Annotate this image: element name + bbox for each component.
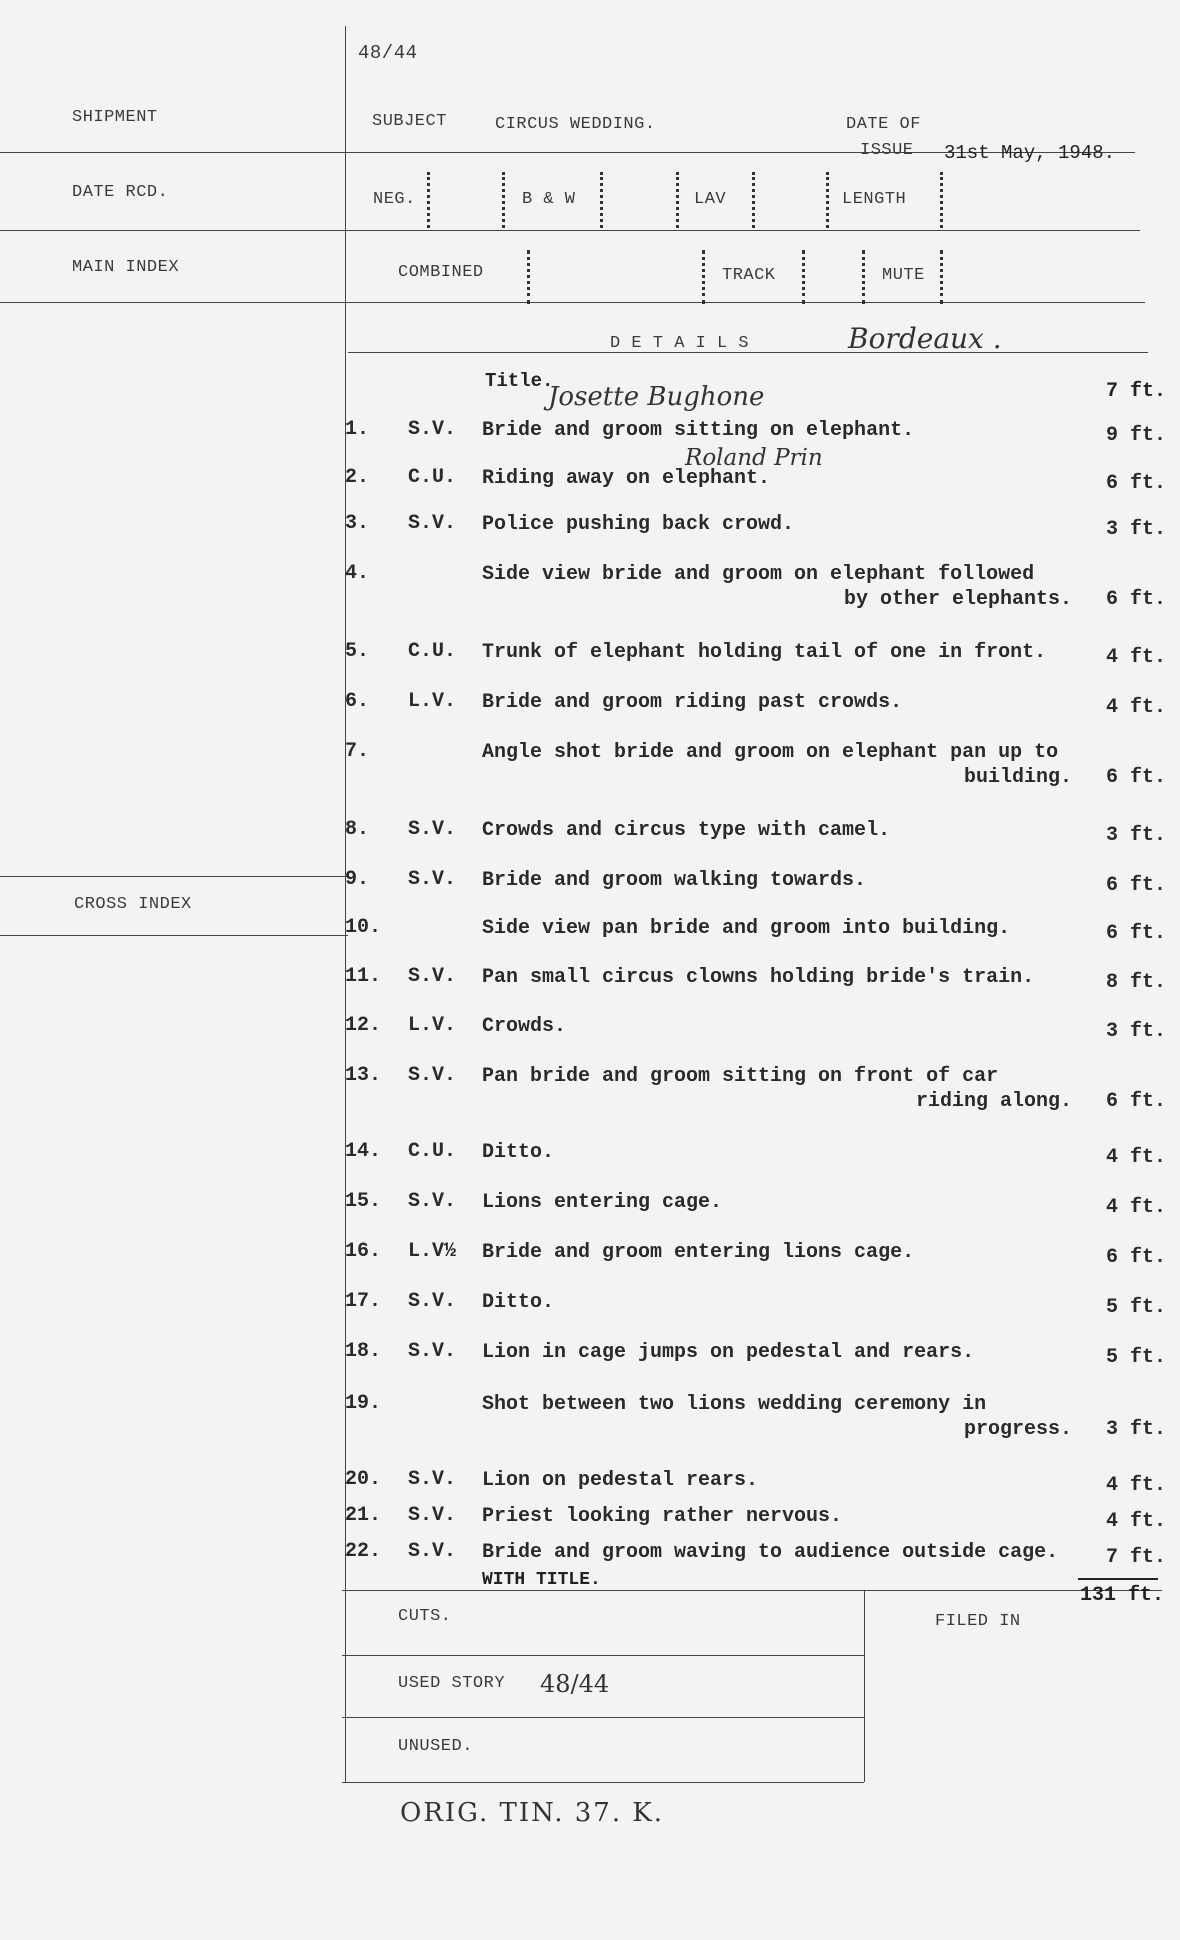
shot-view: S.V. xyxy=(408,1540,457,1563)
shot-row xyxy=(0,1240,1180,1280)
cuts-label: CUTS. xyxy=(398,1607,452,1626)
shot-description-line1: Crowds. xyxy=(482,1015,567,1038)
shot-row xyxy=(0,1014,1180,1054)
shot-row xyxy=(0,562,1180,611)
shot-description-line2: building. xyxy=(963,766,1072,789)
shot-row xyxy=(0,1140,1180,1180)
shot-description xyxy=(482,1014,1072,1039)
shot-row xyxy=(0,916,1180,956)
shot-number: 20. xyxy=(345,1468,382,1491)
shot-row xyxy=(0,1190,1180,1230)
shot-number: 3. xyxy=(345,512,370,535)
shot-view: C.U. xyxy=(408,640,457,663)
shot-footage: 6 ft. xyxy=(1105,588,1166,611)
shot-footage: 6 ft. xyxy=(1105,472,1166,495)
shot-number: 8. xyxy=(345,818,370,841)
shot-footage: 3 ft. xyxy=(1105,824,1166,847)
shot-view: L.V. xyxy=(408,690,457,713)
ref-number: 48/44 xyxy=(358,42,418,64)
dots-combined xyxy=(527,250,530,304)
bw-label: B & W xyxy=(522,190,576,209)
shot-description xyxy=(482,1190,1072,1215)
date-rcd-label: DATE RCD. xyxy=(72,183,169,202)
used-story-label: USED STORY xyxy=(398,1674,506,1693)
shot-description-line1: Ditto. xyxy=(482,1141,555,1164)
shot-footage: 5 ft. xyxy=(1105,1346,1166,1369)
shot-description-line1: Bride and groom sitting on elephant. xyxy=(482,419,915,442)
shot-description-line1: Crowds and circus type with camel. xyxy=(482,819,891,842)
shot-number: 12. xyxy=(345,1014,382,1037)
dots-mute-left xyxy=(862,250,865,304)
shot-row xyxy=(0,1468,1180,1508)
lav-label: LAV xyxy=(694,190,727,209)
shot-number: 6. xyxy=(345,690,370,713)
shot-number: 9. xyxy=(345,868,370,891)
shot-view: S.V. xyxy=(408,965,457,988)
shot-description xyxy=(482,1240,1072,1265)
shot-description-line2: by other elephants. xyxy=(843,588,1072,611)
shot-number: 19. xyxy=(345,1392,382,1415)
shot-description xyxy=(482,1290,1072,1315)
shot-view: S.V. xyxy=(408,1504,457,1527)
shot-footage: 4 ft. xyxy=(1105,1196,1166,1219)
shot-description xyxy=(482,740,1072,790)
date-of-issue-value: 31st May, 1948. xyxy=(944,142,1116,164)
rule-date-rcd xyxy=(0,230,1140,231)
total-footage: 131 ft. xyxy=(1080,1584,1165,1607)
used-story-value: 48/44 xyxy=(540,1670,610,1698)
issue-label: ISSUE xyxy=(860,141,914,160)
shot-view: L.V. xyxy=(408,1014,457,1037)
shot-footage: 3 ft. xyxy=(1105,1020,1166,1043)
shot-footage: 5 ft. xyxy=(1105,1296,1166,1319)
shot-description xyxy=(482,965,1072,990)
shot-description-line2: progress. xyxy=(963,1418,1072,1441)
dots-bw-left xyxy=(502,172,505,228)
dots-length-left xyxy=(826,172,829,228)
shot-number: 13. xyxy=(345,1064,382,1087)
shot-description-line1: Ditto. xyxy=(482,1291,555,1314)
rule-main-index xyxy=(0,302,1145,303)
details-label: D E T A I L S xyxy=(610,334,750,353)
shot-number: 22. xyxy=(345,1540,382,1563)
shot-description xyxy=(482,1504,1072,1529)
dots-neg xyxy=(427,172,430,228)
shot-footage: 6 ft. xyxy=(1105,1246,1166,1269)
handwritten-name-groom: Roland Prin xyxy=(685,445,823,471)
shot-description-line1: Pan bride and groom sitting on front of car xyxy=(482,1065,999,1088)
shot-description xyxy=(482,418,1072,443)
shot-footage: 6 ft. xyxy=(1105,1090,1166,1113)
shot-view: C.U. xyxy=(408,1140,457,1163)
shot-number: 15. xyxy=(345,1190,382,1213)
mute-label: MUTE xyxy=(882,266,925,285)
shot-view: S.V. xyxy=(408,818,457,841)
shot-description-line1: Bride and groom entering lions cage. xyxy=(482,1241,915,1264)
shot-description xyxy=(482,1140,1072,1165)
shot-footage: 4 ft. xyxy=(1105,696,1166,719)
shot-view: S.V. xyxy=(408,1290,457,1313)
subject-label: SUBJECT xyxy=(372,112,447,131)
shot-description-line1: Side view pan bride and groom into building. xyxy=(482,917,1011,940)
shot-description xyxy=(482,512,1072,537)
shot-footage: 3 ft. xyxy=(1105,518,1166,541)
shipment-label: SHIPMENT xyxy=(72,108,158,127)
shot-row xyxy=(0,1340,1180,1380)
shot-description-line1: Lion in cage jumps on pedestal and rears. xyxy=(482,1341,975,1364)
dots-mute-right xyxy=(940,250,943,304)
rule-cuts-bottom xyxy=(342,1655,864,1656)
shot-footage: 3 ft. xyxy=(1105,1418,1166,1441)
shot-view: L.V½ xyxy=(408,1240,457,1263)
shot-description-line2: riding along. xyxy=(915,1090,1072,1113)
shot-row xyxy=(0,965,1180,1005)
title-label: Title. xyxy=(485,370,554,392)
shot-description-line1: Shot between two lions wedding ceremony in xyxy=(482,1393,987,1416)
date-of-issue-label: DATE OF xyxy=(846,115,921,134)
handwritten-name-bride: Josette Bughone xyxy=(548,382,765,412)
unused-label: UNUSED. xyxy=(398,1737,473,1756)
rule-used-bottom xyxy=(342,1717,864,1718)
shot-footage: 4 ft. xyxy=(1105,1510,1166,1533)
footer-column-divider xyxy=(864,1590,865,1782)
shot-footage: 9 ft. xyxy=(1105,424,1166,447)
shot-number: 1. xyxy=(345,418,370,441)
dots-lav-right xyxy=(752,172,755,228)
rule-unused-bottom xyxy=(342,1782,864,1783)
shot-description xyxy=(482,1540,1072,1565)
shot-number: 17. xyxy=(345,1290,382,1313)
shot-description-line1: Side view bride and groom on elephant followed xyxy=(482,563,1035,586)
shot-row xyxy=(0,466,1180,506)
shot-description-line1: Priest looking rather nervous. xyxy=(482,1505,843,1528)
shot-number: 7. xyxy=(345,740,370,763)
shot-description-line1: Trunk of elephant holding tail of one in front. xyxy=(482,641,1047,664)
shot-description xyxy=(482,562,1072,612)
dots-track-right xyxy=(802,250,805,304)
dots-bw-right xyxy=(600,172,603,228)
dots-track-left xyxy=(702,250,705,304)
shot-number: 5. xyxy=(345,640,370,663)
orig-tin-note: ORIG. TIN. 37. K. xyxy=(400,1798,665,1828)
shot-view: S.V. xyxy=(408,1340,457,1363)
shot-row xyxy=(0,690,1180,730)
shot-description-line1: Bride and groom waving to audience outside cage. xyxy=(482,1541,1059,1564)
shot-footage: 6 ft. xyxy=(1105,922,1166,945)
shot-row xyxy=(0,1064,1180,1113)
shot-number: 4. xyxy=(345,562,370,585)
shot-description xyxy=(482,640,1072,665)
shot-view: S.V. xyxy=(408,1468,457,1491)
shot-footage: 8 ft. xyxy=(1105,971,1166,994)
shot-row xyxy=(0,818,1180,858)
rule-footer-top xyxy=(342,1590,1162,1591)
shot-row xyxy=(0,1504,1180,1544)
shot-number: 18. xyxy=(345,1340,382,1363)
shot-description xyxy=(482,690,1072,715)
shot-row xyxy=(0,740,1180,789)
cross-index-label: CROSS INDEX xyxy=(74,895,192,914)
shot-footage: 7 ft. xyxy=(1105,1546,1166,1569)
shot-description xyxy=(482,818,1072,843)
shot-description xyxy=(482,1392,1072,1442)
shot-footage: 4 ft. xyxy=(1105,1146,1166,1169)
shot-description-line1: Lion on pedestal rears. xyxy=(482,1469,759,1492)
location-handwritten: Bordeaux . xyxy=(848,322,1002,355)
shot-footage: 6 ft. xyxy=(1105,874,1166,897)
shot-description-line1: Bride and groom riding past crowds. xyxy=(482,691,903,714)
shot-description-line1: Police pushing back crowd. xyxy=(482,513,795,536)
subject-value: CIRCUS WEDDING. xyxy=(495,115,656,134)
neg-label: NEG. xyxy=(373,190,416,209)
shot-description-line1: Bride and groom walking towards. xyxy=(482,869,867,892)
shot-view: S.V. xyxy=(408,512,457,535)
shot-description-line1: Riding away on elephant. xyxy=(482,467,771,490)
shot-number: 21. xyxy=(345,1504,382,1527)
shot-view: S.V. xyxy=(408,418,457,441)
shot-description xyxy=(482,1340,1072,1365)
shot-description xyxy=(482,466,1072,491)
dots-length-right xyxy=(940,172,943,228)
shot-footage: 4 ft. xyxy=(1105,1474,1166,1497)
shot-description xyxy=(482,1468,1072,1493)
shot-footage: 6 ft. xyxy=(1105,766,1166,789)
shot-row xyxy=(0,418,1180,458)
shot-row xyxy=(0,1290,1180,1330)
combined-label: COMBINED xyxy=(398,263,484,282)
shot-row xyxy=(0,512,1180,552)
shot-view: C.U. xyxy=(408,466,457,489)
shot-view: S.V. xyxy=(408,1064,457,1087)
shot-description xyxy=(482,1064,1072,1114)
track-label: TRACK xyxy=(722,266,776,285)
shot-description xyxy=(482,916,1072,941)
shot-number: 10. xyxy=(345,916,382,939)
shot-view: S.V. xyxy=(408,1190,457,1213)
shot-description-line1: Lions entering cage. xyxy=(482,1191,723,1214)
shot-number: 2. xyxy=(345,466,370,489)
shot-view: S.V. xyxy=(408,868,457,891)
with-title-note: WITH TITLE. xyxy=(482,1570,601,1590)
shot-number: 16. xyxy=(345,1240,382,1263)
shot-row xyxy=(0,1392,1180,1441)
filed-in-label: FILED IN xyxy=(935,1612,1021,1631)
shot-row xyxy=(0,640,1180,680)
dots-lav-left xyxy=(676,172,679,228)
shot-description-line1: Pan small circus clowns holding bride's train. xyxy=(482,966,1035,989)
title-footage: 7 ft. xyxy=(1105,380,1166,403)
shot-number: 11. xyxy=(345,965,382,988)
main-index-label: MAIN INDEX xyxy=(72,258,180,277)
shot-row xyxy=(0,868,1180,908)
shot-description-line1: Angle shot bride and groom on elephant pan up to xyxy=(482,741,1059,764)
shot-description xyxy=(482,868,1072,893)
shot-number: 14. xyxy=(345,1140,382,1163)
shot-footage: 4 ft. xyxy=(1105,646,1166,669)
length-label: LENGTH xyxy=(842,190,907,209)
